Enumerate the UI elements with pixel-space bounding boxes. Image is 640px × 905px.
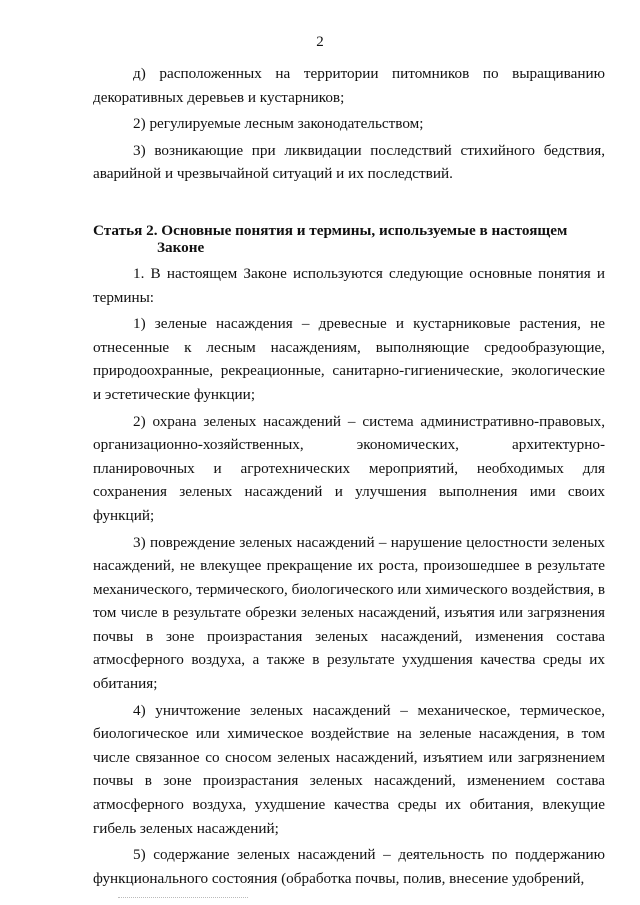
scan-edge-mark [118, 897, 248, 901]
article-intro: 1. В настоящем Законе используются следующие основные понятия и термины: [93, 264, 605, 306]
definition-item-2: 2) охрана зеленых насаждений – система административно-правовых, организационно-хозяйственных, экономических, архитектурно-планировочных и агротехнических мероприятий, необходимых для сохранения зеленых насаждений и улучшения выполнения ими своих функций; [93, 412, 605, 524]
definition-item-3: 3) повреждение зеленых насаждений – нарушение целостности зеленых насаждений, не влекущее прекращение их роста, произошедшее в результате механического, термического, биологического или химического воздействия, в том числе в результате обрезки зеленых насаждений, изъятия или загрязнения почвы в зоне произрастания зеленых насаждений, изменения состава атмосферного воздуха, а также в результате ухудшения качества среды их обитания; [93, 533, 605, 693]
article-heading [93, 222, 605, 256]
paragraph-2: 2) регулируемые лесным законодательством; [133, 115, 424, 133]
article-heading-line2: Законе [157, 238, 205, 256]
article-heading-line1: Статья 2. Основные понятия и термины, используемые в настоящем [93, 221, 568, 239]
page-number: 2 [316, 34, 324, 50]
definition-item-1: 1) зеленые насаждения – древесные и кустарниковые растения, не отнесенные к лесным насаждениям, выполняющие средообразующие, природоохранные, рекреационные, санитарно-гигиенические, экологические и эстетические функции; [93, 315, 605, 403]
definition-item-5: 5) содержание зеленых насаждений – деятельность по поддержанию функционального состояния (обработка почвы, полив, внесение удобрений, [93, 846, 605, 887]
document-body [93, 62, 605, 890]
paragraph-d: д) расположенных на территории питомников по выращиванию декоративных деревьев и кустарников; [93, 65, 605, 106]
definition-item-4: 4) уничтожение зеленых насаждений – механическое, термическое, биологическое или химическое воздействие на зеленые насаждения, в том числе связанное со сносом зеленых насаждений, изъятием или загрязнением почвы в зоне произрастания зеленых насаждений, изменением состава атмосферного воздуха, ухудшение качества среды их обитания, влекущие гибель зеленых насаждений; [93, 701, 605, 837]
paragraph-3: 3) возникающие при ликвидации последствий стихийного бедствия, аварийной и чрезвычайной ситуаций и их последствий. [93, 141, 605, 183]
